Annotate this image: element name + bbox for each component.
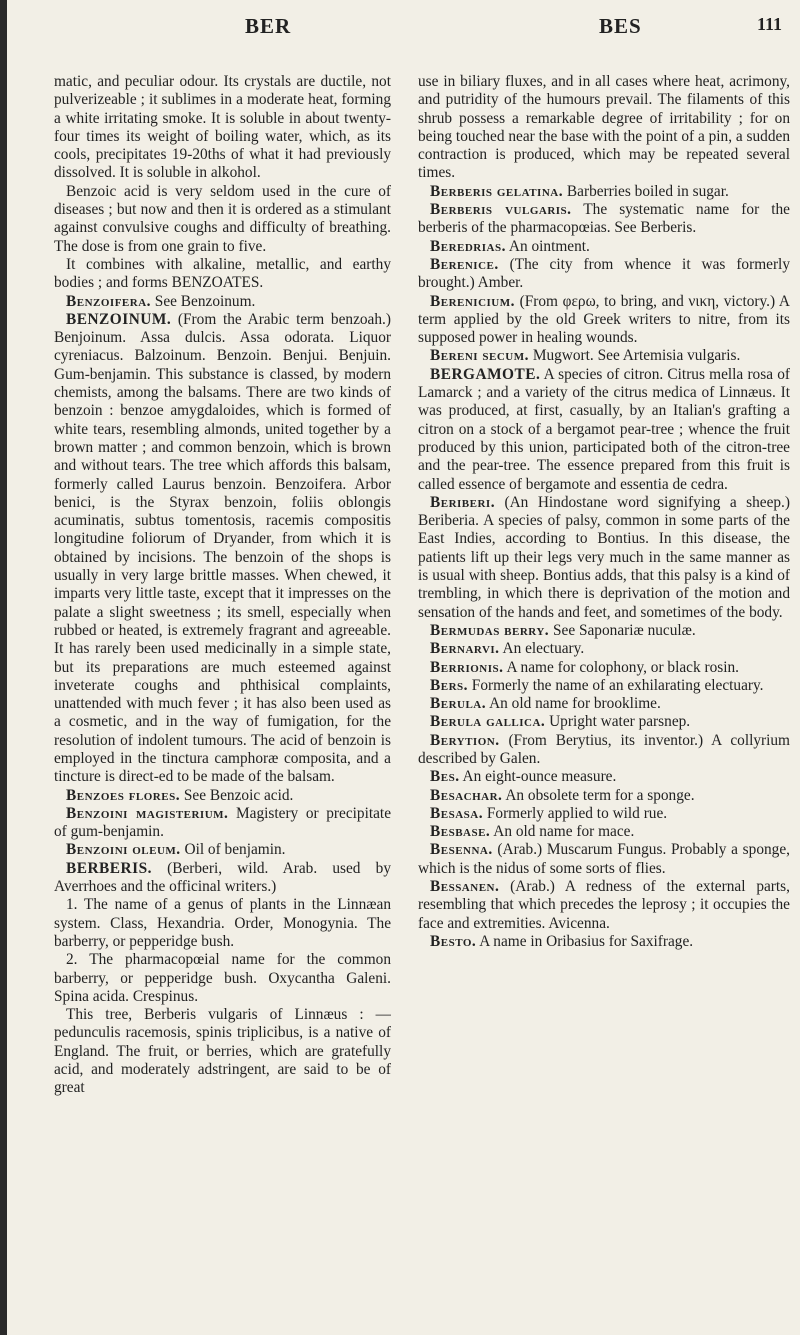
entry-text: See Benzoinum. <box>150 292 256 310</box>
dictionary-entry <box>418 805 790 823</box>
entry-headword: Beredrias. <box>430 237 506 255</box>
entry-text: An ointment. <box>505 237 590 255</box>
entry-text: (The city from whence it was formerly brought.) Amber. <box>418 255 790 292</box>
entry-headword: Berrionis. <box>430 658 504 676</box>
entry-headword: Besto. <box>430 932 477 950</box>
dictionary-entry <box>418 494 790 622</box>
entry-text: Mugwort. See Artemisia vulgaris. <box>528 347 741 365</box>
entry-headword: Berberis gelatina. <box>430 182 564 200</box>
entry-headword: Berberis vulgaris. <box>430 201 572 219</box>
entry-headword: Bers. <box>430 676 468 694</box>
dictionary-entry <box>54 183 391 256</box>
entry-text: An obsolete term for a sponge. <box>502 786 695 804</box>
entry-text: use in biliary fluxes, and in all cases where heat, acrimony, and putridity of the humours prevail. The filaments of this shrub possess a remarkable degree of irritability ; for on being touched near the base with the point of a pin, a sudden contraction is produced, which may be repeated several times. <box>418 73 790 182</box>
entry-text: (From Berytius, its inventor.) A collyrium described by Galen. <box>418 731 790 767</box>
dictionary-entry <box>418 256 790 293</box>
entry-headword: Bereni secum. <box>430 347 529 365</box>
dictionary-entry <box>418 659 790 677</box>
dictionary-entry <box>418 768 790 786</box>
dictionary-entry <box>418 73 790 183</box>
dictionary-entry <box>418 201 790 238</box>
entry-text: It combines with alkaline, metallic, and earthy bodies ; and forms BENZOATES. <box>54 255 391 292</box>
dictionary-entry <box>418 347 790 365</box>
entry-headword: Berytion. <box>430 731 500 749</box>
entry-headword: Berenicium. <box>430 292 515 310</box>
entry-text: See Benzoic acid. <box>180 786 294 804</box>
entry-headword: Benzoini magisterium. <box>66 804 229 822</box>
entry-headword: Benzoes flores. <box>66 786 181 804</box>
entry-text: (Arab.) A redness of the external parts, resembling that which precedes the leprosy ; it occupies the face and extremities. Avicenna. <box>418 878 790 932</box>
entry-text: An old name for mace. <box>490 823 635 841</box>
entry-text: This tree, Berberis vulgaris of Linnæus : —pedunculis racemosis, spinis triplicibus, is a native of England. The fruit, or berries, which are gratefully acid, and moderately adstringent, are said to be of great <box>54 1006 391 1097</box>
entry-text: An eight-ounce measure. <box>459 768 617 786</box>
entry-headword: BENZOINUM. <box>66 310 172 328</box>
dictionary-entry <box>418 677 790 695</box>
entry-text: A species of citron. Citrus mella rosa of Lamarck ; and a variety of the citrus medica of Linnæus. It was produced, at first, casually, by an Italian's grafting a citron on a stock of a bergamot pear-tree ; whence the fruit produced by this union, participated both of the citron-tree and the pear-tree. The essence prepared from this fruit is called essence of bergamote and essentia de cedra. <box>418 365 790 493</box>
entry-text: An old name for brooklime. <box>486 695 661 713</box>
entry-headword: BERBERIS. <box>66 859 152 877</box>
entry-text: (Berberi, wild. Arab. used by Averrhoes and the officinal writers.) <box>54 859 391 896</box>
entry-text: Barberries boiled in sugar. <box>563 182 729 200</box>
entry-headword: Bes. <box>430 768 460 786</box>
entry-text: matic, and peculiar odour. Its crystals are ductile, not pulverizeable ; it sublimes in a moderate heat, forming a white irritating smoke. It is soluble in about twenty-four times its weight of boiling water, which, as its cools, precipitates 19-20ths of what it had previously dissolved. It is soluble in alkohol. <box>54 73 391 182</box>
entry-text: (From the Arabic term benzoah.) Benjoinum. Assa dulcis. Assa odorata. Liquor cyreniacus. Balzoinum. Benzoin. Benjui. Benjuin. Gum-benjamin. This substance is classed, by modern chemists, among the balsams. There are two kinds of benzoin : benzoe amygdaloides, which is formed of white tears, resembling almonds, united together by a brown matter ; and common benzoin, which is brown and without tears. The tree which affords this balsam, formerly called Laurus benzoin. Benzoifera. Arbor benici, is the Styrax benzoin, foliis oblongis acuminatis, subtus tomentosis, racemis compositis longitudine foliorum of Dryander, from which it is obtained by incisions. The benzoin of the shops is usually in very large brittle masses. When chewed, it imparts very little taste, except that it impresses on the palate a slight sweetness ; its smell, especially when rubbed or heated, is extremely fragrant and agreeable. It has rarely been used medicinally in a simple state, but its preparations are much esteemed against inveterate coughs and phthisical complaints, unattended with much fever ; it has also been used as a cosmetic, and in the way of fumigation, for the resolution of indolent tumours. The acid of benzoin is employed in the tinctura camphoræ composita, and a tincture is direct-ed to be made of the balsam. <box>54 310 391 786</box>
dictionary-entry <box>418 933 790 951</box>
dictionary-entry <box>418 695 790 713</box>
entry-headword: Besbase. <box>430 823 491 841</box>
entry-text: Magistery or precipitate of gum-benjamin. <box>54 804 391 841</box>
entry-text: See Saponariæ nuculæ. <box>549 621 696 639</box>
dictionary-entry <box>418 640 790 658</box>
dictionary-entry <box>54 293 391 311</box>
entry-headword: Beriberi. <box>430 493 496 511</box>
entry-text: (From φερω, to bring, and νικη, victory.) A term applied by the old Greek writers to nitre, from its supposed power in healing wounds. <box>418 292 790 347</box>
entry-headword: Berula. <box>430 695 487 713</box>
dictionary-entry <box>418 823 790 841</box>
entry-text: (An Hindostane word signifying a sheep.) Beriberia. A species of palsy, common in some parts of the East Indies, according to Bontius. In this disease, the patients lift up their legs very much in the same manner as is usual with sheep. Bontius adds, that this palsy is a kind of trembling, in which there is deprivation of the motion and sensation of the hands and feet, and sometimes of the body. <box>418 493 790 621</box>
right-guide-word: BES <box>599 14 642 38</box>
dictionary-entry <box>54 256 391 293</box>
dictionary-entry <box>54 1006 391 1097</box>
left-guide-word: BER <box>245 14 292 38</box>
dictionary-entry <box>418 238 790 256</box>
dictionary-entry <box>418 787 790 805</box>
dictionary-entry <box>418 366 790 494</box>
dictionary-entry <box>418 293 790 348</box>
entry-headword: Benzoifera. <box>66 292 151 310</box>
entry-headword: Bermudas berry. <box>430 621 550 639</box>
entry-headword: Besenna. <box>430 841 493 859</box>
dictionary-entry <box>54 311 391 787</box>
entry-headword: Berula gallica. <box>430 713 546 731</box>
right-column <box>418 73 790 1323</box>
entry-text: Upright water parsnep. <box>545 713 691 731</box>
dictionary-entry <box>54 860 391 897</box>
dictionary-entry <box>418 622 790 640</box>
dictionary-entry <box>54 896 391 951</box>
entry-text: A name for colophony, or black rosin. <box>503 658 739 676</box>
dictionary-entry <box>418 732 790 769</box>
entry-headword: Besachar. <box>430 786 503 804</box>
page-binding-edge <box>0 0 7 1335</box>
page-header <box>40 8 782 44</box>
entry-text: A name in Oribasius for Saxifrage. <box>476 932 694 950</box>
dictionary-entry <box>418 713 790 731</box>
entry-text: The systematic name for the berberis of the pharmacopœias. See Berberis. <box>418 201 790 237</box>
dictionary-entry <box>418 183 790 201</box>
dictionary-entry <box>54 805 391 842</box>
entry-text: (Arab.) Muscarum Fungus. Probably a sponge, which is the nidus of some sorts of flies. <box>418 841 790 877</box>
entry-text: Formerly applied to wild rue. <box>483 804 668 822</box>
entry-headword: Bessanen. <box>430 878 500 896</box>
entry-headword: BERGAMOTE. <box>430 365 541 383</box>
entry-text: Oil of benjamin. <box>180 841 286 859</box>
dictionary-entry <box>418 841 790 878</box>
entry-text: Formerly the name of an exhilarating electuary. <box>467 676 764 694</box>
entry-text: An electuary. <box>499 640 585 658</box>
dictionary-entry <box>54 73 391 183</box>
entry-headword: Bernarvi. <box>430 640 500 658</box>
entry-text: 1. The name of a genus of plants in the Linnæan system. Class, Hexandria. Order, Monogynia. The barberry, or pepperidge bush. <box>54 896 391 950</box>
entry-headword: Benzoini oleum. <box>66 841 181 859</box>
page-number: 111 <box>756 14 782 34</box>
dictionary-entry <box>54 787 391 805</box>
left-column <box>54 73 391 1323</box>
dictionary-entry <box>418 878 790 933</box>
entry-text: Benzoic acid is very seldom used in the cure of diseases ; but now and then it is ordered as a stimulant against convulsive coughs and difficulty of breathing. The dose is from one grain to five. <box>54 182 391 255</box>
dictionary-entry <box>54 951 391 1006</box>
dictionary-entry <box>54 841 391 859</box>
entry-headword: Berenice. <box>430 255 499 273</box>
entry-headword: Besasa. <box>430 804 484 822</box>
entry-text: 2. The pharmacopœial name for the common barberry, or pepperidge bush. Oxycantha Galeni. Spina acida. Crespinus. <box>54 951 391 1005</box>
